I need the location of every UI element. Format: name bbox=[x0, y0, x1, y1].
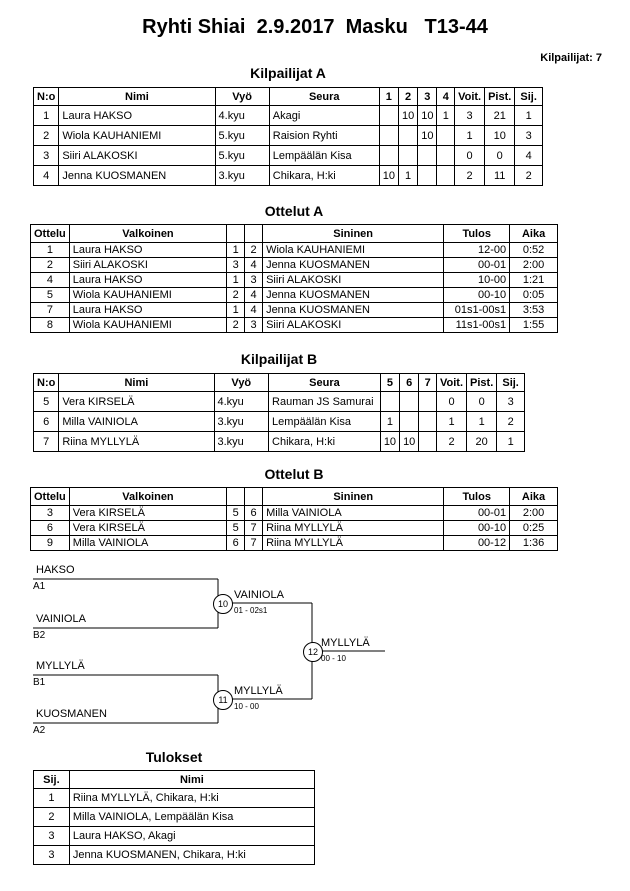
col-header-3: 3 bbox=[418, 88, 437, 106]
cell-sij: 3 bbox=[34, 827, 70, 846]
cell-sininen: Jenna KUOSMANEN bbox=[263, 288, 444, 303]
col-header-no: N:o bbox=[34, 374, 59, 392]
cell-pist: 11 bbox=[485, 166, 515, 186]
cell-aika: 1:36 bbox=[510, 536, 558, 551]
col-header-blank bbox=[227, 225, 245, 243]
bracket-match-score: 10 - 00 bbox=[234, 702, 259, 711]
table-row bbox=[34, 412, 525, 432]
cell-sininen: Jenna KUOSMANEN bbox=[263, 258, 444, 273]
cell-score-6: 10 bbox=[400, 432, 419, 452]
col-header-blank bbox=[227, 488, 245, 506]
cell-no: 2 bbox=[34, 126, 59, 146]
cell-voit: 1 bbox=[455, 126, 485, 146]
cell-valkoinen-no: 6 bbox=[227, 536, 245, 551]
bracket-match-number: 12 bbox=[303, 642, 323, 662]
cell-nimi: Riina MYLLYLÄ bbox=[59, 432, 214, 452]
tulokset-heading: Tulokset bbox=[145, 749, 203, 765]
cell-score-4 bbox=[437, 146, 455, 166]
cell-nimi: Jenna KUOSMANEN, Chikara, H:ki bbox=[69, 846, 314, 865]
cell-sininen-no: 4 bbox=[245, 303, 263, 318]
cell-score-5 bbox=[380, 392, 399, 412]
cell-sininen-no: 4 bbox=[245, 288, 263, 303]
cell-nimi: Milla VAINIOLA bbox=[59, 412, 214, 432]
table-header-row bbox=[34, 771, 315, 789]
cell-tulos: 01s1-00s1 bbox=[444, 303, 510, 318]
col-header-5: 5 bbox=[380, 374, 399, 392]
finals-bracket bbox=[0, 561, 630, 747]
cell-ottelu: 1 bbox=[31, 243, 70, 258]
cell-tulos: 00-10 bbox=[444, 288, 510, 303]
table-row bbox=[31, 273, 558, 288]
cell-tulos: 00-01 bbox=[444, 258, 510, 273]
col-header-ottelu: Ottelu bbox=[31, 225, 70, 243]
cell-seura: Lempäälän Kisa bbox=[269, 412, 381, 432]
cell-valkoinen: Laura HAKSO bbox=[69, 273, 226, 288]
cell-pist: 1 bbox=[467, 412, 497, 432]
bracket-slot-name: HAKSO bbox=[36, 564, 75, 576]
cell-valkoinen: Vera KIRSELÄ bbox=[69, 506, 226, 521]
col-header-aika: Aika bbox=[510, 225, 558, 243]
cell-no: 4 bbox=[34, 166, 59, 186]
cell-sininen-no: 7 bbox=[245, 536, 263, 551]
cell-pist: 0 bbox=[485, 146, 515, 166]
col-header-sij: Sij. bbox=[497, 374, 525, 392]
col-header-valkoinen: Valkoinen bbox=[69, 225, 226, 243]
cell-seura: Akagi bbox=[269, 106, 379, 126]
cell-score-2 bbox=[398, 126, 417, 146]
table-row bbox=[31, 303, 558, 318]
bracket-match-number: 10 bbox=[213, 594, 233, 614]
cell-score-3: 10 bbox=[418, 126, 437, 146]
cell-sij: 2 bbox=[515, 166, 543, 186]
col-header-pist: Pist. bbox=[485, 88, 515, 106]
cell-seura: Raision Ryhti bbox=[269, 126, 379, 146]
cell-nimi: Laura HAKSO bbox=[59, 106, 215, 126]
cell-score-4 bbox=[437, 166, 455, 186]
cell-vyo: 5.kyu bbox=[215, 146, 269, 166]
cell-tulos: 00-12 bbox=[444, 536, 510, 551]
cell-sij: 3 bbox=[34, 846, 70, 865]
table-header-row bbox=[34, 88, 543, 106]
cell-valkoinen-no: 3 bbox=[227, 258, 245, 273]
col-header-vyo: Vyö bbox=[214, 374, 269, 392]
col-header-nimi: Nimi bbox=[59, 374, 214, 392]
cell-sij: 1 bbox=[515, 106, 543, 126]
col-header-voit: Voit. bbox=[455, 88, 485, 106]
table-row bbox=[34, 106, 543, 126]
ottelut-a-heading: Ottelut A bbox=[264, 203, 324, 219]
cell-nimi: Jenna KUOSMANEN bbox=[59, 166, 215, 186]
table-row bbox=[34, 808, 315, 827]
table-row bbox=[31, 243, 558, 258]
col-header-seura: Seura bbox=[269, 88, 379, 106]
cell-ottelu: 7 bbox=[31, 303, 70, 318]
cell-sininen: Wiola KAUHANIEMI bbox=[263, 243, 444, 258]
col-header-sininen: Sininen bbox=[263, 488, 444, 506]
kilpailijat-b-heading: Kilpailijat B bbox=[240, 351, 318, 367]
section-ottelut-b bbox=[30, 466, 558, 551]
table-header-row bbox=[34, 374, 525, 392]
cell-voit: 0 bbox=[455, 146, 485, 166]
cell-sij: 4 bbox=[515, 146, 543, 166]
cell-valkoinen: Wiola KAUHANIEMI bbox=[69, 288, 226, 303]
cell-score-5: 10 bbox=[380, 432, 399, 452]
cell-sininen-no: 2 bbox=[245, 243, 263, 258]
cell-tulos: 11s1-00s1 bbox=[444, 318, 510, 333]
ottelut-a-table bbox=[30, 224, 558, 333]
cell-sininen-no: 7 bbox=[245, 521, 263, 536]
bracket-slot-seed: A1 bbox=[33, 581, 46, 592]
cell-nimi: Milla VAINIOLA, Lempäälän Kisa bbox=[69, 808, 314, 827]
ottelut-b-table bbox=[30, 487, 558, 551]
cell-valkoinen: Siiri ALAKOSKI bbox=[69, 258, 226, 273]
cell-aika: 3:53 bbox=[510, 303, 558, 318]
col-header-7: 7 bbox=[419, 374, 437, 392]
table-row bbox=[34, 789, 315, 808]
cell-sij: 1 bbox=[34, 789, 70, 808]
section-tulokset bbox=[33, 749, 315, 865]
cell-aika: 2:00 bbox=[510, 506, 558, 521]
kilpailijat-a-heading: Kilpailijat A bbox=[250, 65, 326, 81]
cell-aika: 2:00 bbox=[510, 258, 558, 273]
cell-voit: 2 bbox=[455, 166, 485, 186]
tulokset-table bbox=[33, 770, 315, 865]
cell-ottelu: 4 bbox=[31, 273, 70, 288]
cell-pist: 20 bbox=[467, 432, 497, 452]
competitors-count: Kilpailijat: 7 bbox=[540, 52, 602, 64]
bracket-slot-seed: A2 bbox=[33, 725, 46, 736]
col-header-voit: Voit. bbox=[437, 374, 467, 392]
col-header-valkoinen: Valkoinen bbox=[69, 488, 226, 506]
col-header-pist: Pist. bbox=[467, 374, 497, 392]
cell-voit: 0 bbox=[437, 392, 467, 412]
cell-vyo: 3.kyu bbox=[214, 412, 269, 432]
cell-aika: 1:55 bbox=[510, 318, 558, 333]
cell-score-1 bbox=[379, 146, 398, 166]
cell-vyo: 3.kyu bbox=[215, 166, 269, 186]
cell-sij: 3 bbox=[515, 126, 543, 146]
cell-valkoinen-no: 2 bbox=[227, 288, 245, 303]
table-row bbox=[31, 521, 558, 536]
cell-aika: 0:05 bbox=[510, 288, 558, 303]
cell-nimi: Vera KIRSELÄ bbox=[59, 392, 214, 412]
cell-score-1 bbox=[379, 126, 398, 146]
cell-sininen: Milla VAINIOLA bbox=[263, 506, 444, 521]
cell-pist: 21 bbox=[485, 106, 515, 126]
cell-sininen-no: 3 bbox=[245, 273, 263, 288]
cell-seura: Chikara, H:ki bbox=[269, 166, 379, 186]
cell-valkoinen-no: 2 bbox=[227, 318, 245, 333]
cell-no: 5 bbox=[34, 392, 59, 412]
bracket-winner-name: MYLLYLÄ bbox=[321, 637, 370, 649]
cell-voit: 1 bbox=[437, 412, 467, 432]
cell-valkoinen: Laura HAKSO bbox=[69, 243, 226, 258]
cell-score-1: 10 bbox=[379, 166, 398, 186]
cell-tulos: 00-01 bbox=[444, 506, 510, 521]
table-row bbox=[31, 318, 558, 333]
cell-valkoinen: Wiola KAUHANIEMI bbox=[69, 318, 226, 333]
bracket-slot-seed: B1 bbox=[33, 677, 46, 688]
cell-tulos: 10-00 bbox=[444, 273, 510, 288]
cell-sij: 3 bbox=[497, 392, 525, 412]
cell-sininen-no: 4 bbox=[245, 258, 263, 273]
cell-ottelu: 2 bbox=[31, 258, 70, 273]
page-title: Ryhti Shiai 2.9.2017 Masku T13-44 bbox=[142, 16, 488, 38]
table-header-row bbox=[31, 225, 558, 243]
col-header-aika: Aika bbox=[510, 488, 558, 506]
cell-tulos: 00-10 bbox=[444, 521, 510, 536]
cell-sininen: Riina MYLLYLÄ bbox=[263, 521, 444, 536]
table-row bbox=[34, 846, 315, 865]
table-row bbox=[31, 536, 558, 551]
table-row bbox=[34, 432, 525, 452]
cell-aika: 1:21 bbox=[510, 273, 558, 288]
cell-pist: 10 bbox=[485, 126, 515, 146]
cell-nimi: Riina MYLLYLÄ, Chikara, H:ki bbox=[69, 789, 314, 808]
cell-sininen: Jenna KUOSMANEN bbox=[263, 303, 444, 318]
col-header-ottelu: Ottelu bbox=[31, 488, 70, 506]
cell-sininen-no: 6 bbox=[245, 506, 263, 521]
cell-vyo: 3.kyu bbox=[214, 432, 269, 452]
cell-no: 1 bbox=[34, 106, 59, 126]
cell-pist: 0 bbox=[467, 392, 497, 412]
cell-score-7 bbox=[419, 392, 437, 412]
cell-score-2 bbox=[398, 146, 417, 166]
kilpailijat-b-table bbox=[33, 373, 525, 452]
cell-score-3 bbox=[418, 166, 437, 186]
cell-score-4 bbox=[437, 126, 455, 146]
cell-valkoinen: Laura HAKSO bbox=[69, 303, 226, 318]
col-header-tulos: Tulos bbox=[444, 488, 510, 506]
cell-ottelu: 6 bbox=[31, 521, 70, 536]
table-row bbox=[31, 258, 558, 273]
bracket-slot-name: KUOSMANEN bbox=[36, 708, 107, 720]
bracket-match-score: 01 - 02s1 bbox=[234, 606, 268, 615]
cell-score-2: 1 bbox=[398, 166, 417, 186]
cell-no: 3 bbox=[34, 146, 59, 166]
cell-score-7 bbox=[419, 412, 437, 432]
col-header-sij: Sij. bbox=[34, 771, 70, 789]
col-header-sininen: Sininen bbox=[263, 225, 444, 243]
section-kilpailijat-a bbox=[33, 65, 543, 186]
section-ottelut-a bbox=[30, 203, 558, 333]
cell-score-3: 10 bbox=[418, 106, 437, 126]
cell-score-2: 10 bbox=[398, 106, 417, 126]
col-header-nimi: Nimi bbox=[59, 88, 215, 106]
cell-sij: 2 bbox=[34, 808, 70, 827]
cell-score-1 bbox=[379, 106, 398, 126]
col-header-1: 1 bbox=[379, 88, 398, 106]
cell-no: 7 bbox=[34, 432, 59, 452]
cell-voit: 3 bbox=[455, 106, 485, 126]
table-row bbox=[34, 166, 543, 186]
cell-valkoinen: Milla VAINIOLA bbox=[69, 536, 226, 551]
table-row bbox=[34, 392, 525, 412]
cell-voit: 2 bbox=[437, 432, 467, 452]
cell-seura: Lempäälän Kisa bbox=[269, 146, 379, 166]
col-header-seura: Seura bbox=[269, 374, 381, 392]
bracket-slot-name: MYLLYLÄ bbox=[36, 660, 85, 672]
cell-valkoinen-no: 1 bbox=[227, 303, 245, 318]
table-row bbox=[31, 506, 558, 521]
col-header-4: 4 bbox=[437, 88, 455, 106]
cell-nimi: Wiola KAUHANIEMI bbox=[59, 126, 215, 146]
col-header-tulos: Tulos bbox=[444, 225, 510, 243]
col-header-sij: Sij. bbox=[515, 88, 543, 106]
bracket-slot-seed: B2 bbox=[33, 630, 46, 641]
cell-sij: 2 bbox=[497, 412, 525, 432]
cell-score-7 bbox=[419, 432, 437, 452]
cell-seura: Rauman JS Samurai bbox=[269, 392, 381, 412]
table-header-row bbox=[31, 488, 558, 506]
cell-score-6 bbox=[400, 412, 419, 432]
cell-nimi: Laura HAKSO, Akagi bbox=[69, 827, 314, 846]
cell-score-4: 1 bbox=[437, 106, 455, 126]
table-row bbox=[34, 146, 543, 166]
cell-ottelu: 5 bbox=[31, 288, 70, 303]
cell-score-3 bbox=[418, 146, 437, 166]
cell-valkoinen-no: 5 bbox=[227, 506, 245, 521]
cell-aika: 0:52 bbox=[510, 243, 558, 258]
col-header-vyo: Vyö bbox=[215, 88, 269, 106]
cell-sininen: Siiri ALAKOSKI bbox=[263, 273, 444, 288]
cell-no: 6 bbox=[34, 412, 59, 432]
bracket-winner-name: VAINIOLA bbox=[234, 589, 284, 601]
bracket-match-score: 00 - 10 bbox=[321, 654, 346, 663]
cell-sininen-no: 3 bbox=[245, 318, 263, 333]
col-header-6: 6 bbox=[400, 374, 419, 392]
cell-ottelu: 9 bbox=[31, 536, 70, 551]
cell-ottelu: 8 bbox=[31, 318, 70, 333]
cell-vyo: 5.kyu bbox=[215, 126, 269, 146]
kilpailijat-a-table bbox=[33, 87, 543, 186]
section-kilpailijat-b bbox=[33, 351, 525, 452]
col-header-2: 2 bbox=[398, 88, 417, 106]
cell-nimi: Siiri ALAKOSKI bbox=[59, 146, 215, 166]
bracket-match-number: 11 bbox=[213, 690, 233, 710]
cell-vyo: 4.kyu bbox=[214, 392, 269, 412]
bracket-winner-name: MYLLYLÄ bbox=[234, 685, 283, 697]
cell-tulos: 12-00 bbox=[444, 243, 510, 258]
table-row bbox=[34, 126, 543, 146]
bracket-slot-name: VAINIOLA bbox=[36, 613, 86, 625]
cell-sij: 1 bbox=[497, 432, 525, 452]
table-row bbox=[31, 288, 558, 303]
cell-vyo: 4.kyu bbox=[215, 106, 269, 126]
col-header-nimi: Nimi bbox=[69, 771, 314, 789]
cell-valkoinen-no: 1 bbox=[227, 243, 245, 258]
ottelut-b-heading: Ottelut B bbox=[264, 466, 324, 482]
table-row bbox=[34, 827, 315, 846]
cell-sininen: Siiri ALAKOSKI bbox=[263, 318, 444, 333]
col-header-no: N:o bbox=[34, 88, 59, 106]
cell-valkoinen-no: 1 bbox=[227, 273, 245, 288]
col-header-blank bbox=[245, 225, 263, 243]
cell-score-6 bbox=[400, 392, 419, 412]
cell-seura: Chikara, H:ki bbox=[269, 432, 381, 452]
cell-ottelu: 3 bbox=[31, 506, 70, 521]
cell-valkoinen-no: 5 bbox=[227, 521, 245, 536]
cell-sininen: Riina MYLLYLÄ bbox=[263, 536, 444, 551]
cell-valkoinen: Vera KIRSELÄ bbox=[69, 521, 226, 536]
cell-aika: 0:25 bbox=[510, 521, 558, 536]
col-header-blank bbox=[245, 488, 263, 506]
cell-score-5: 1 bbox=[380, 412, 399, 432]
